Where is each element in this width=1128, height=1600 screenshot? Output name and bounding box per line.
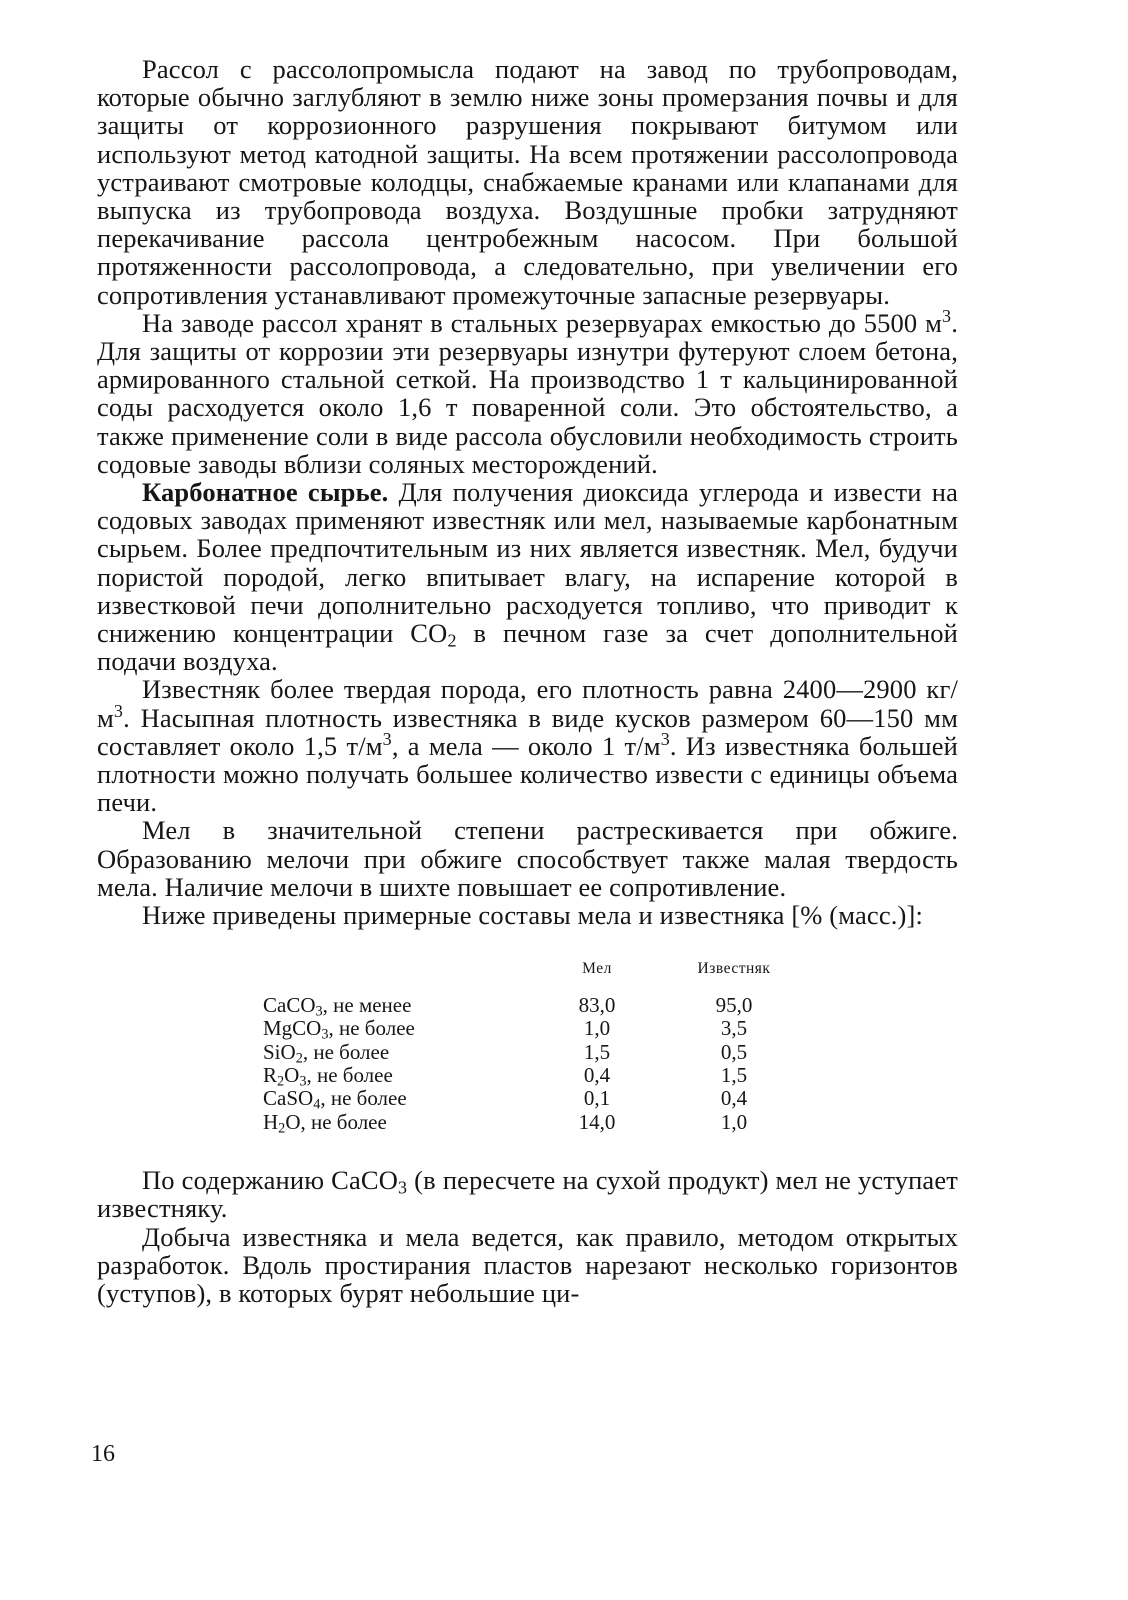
table-cell-component: CaCO$_3$, не менее [263, 992, 412, 1020]
table-row [263, 1041, 799, 1064]
paragraph-brine-storage: На заводе рассол хранят в стальных резервуарах емкостью до 5500 $м^3$. Для защиты от коррозии эти резервуары изнутри футеруют слоем бетона, армированного стальной сеткой. На производство 1 т кальцинированной соды расходуется около 1,6 т поваренной соли. Это обстоятельство, а также применение соли в виде рассола обусловили необходимость строить содовые заводы вблизи соляных месторождений. [97, 305, 958, 479]
table-row [263, 1087, 799, 1110]
table-cell-chalk: 83,0 [578, 992, 616, 1017]
table-row [263, 1017, 799, 1040]
section-heading-carbonate: Карбонатное сырье. [142, 477, 389, 508]
paragraph-table-intro: Ниже приведены примерные составы мела и известняка [% (масс.)]: [142, 900, 923, 931]
table-row [263, 994, 799, 1017]
paragraph-chalk-cracking: Мел в значительной степени растрескивается при обжиге. Образованию мелочи при обжиге способствует также малая твердость мела. Наличие мелочи в шихте повышает ее сопротивление. [97, 815, 958, 902]
table-row [263, 1064, 799, 1087]
composition-table [263, 957, 799, 1137]
table-header-limestone: Известняк [697, 960, 771, 978]
table-cell-chalk: 1,0 [583, 1016, 611, 1041]
composition-table-wrap [263, 957, 823, 1137]
table-cell-limestone: 95,0 [715, 992, 753, 1017]
table-header-chalk: Мел [582, 960, 612, 978]
table-row [263, 1111, 799, 1134]
table-cell-component: CaSO$_4$, не более [263, 1086, 407, 1113]
table-cell-limestone: 0,5 [720, 1039, 748, 1064]
paragraph-carbonate-raw: Карбонатное сырье. Для получения диоксида углерода и извести на содовых заводах применяют известняк или мел, называемые карбонатным сырьем. Более предпочтительным из них является известняк. Мел, будучи пористой породой, легко впитывает влагу, на испарение которой в известковой печи дополнительно расходуется топливо, что приводит к снижению концентрации $CO_2$ в печном газе за счет дополнительной подачи воздуха. [97, 477, 959, 677]
table-cell-chalk: 1,5 [583, 1039, 611, 1064]
paragraph-limestone-density: Известняк более твердая порода, его плотность равна 2400—2900 $кг/м^3$. Насыпная плотность известняка в виде кусков размером 60—150 мм составляет около 1,5 $т/м^3$, а мела — около 1 $т/м^3$. Из известняка большей плотности можно получать большее количество извести с единицы объема печи. [97, 674, 958, 818]
paragraph-brine-pipeline: Рассол с рассолопромысла подают на завод по трубопроводам, которые обычно заглубляют в землю ниже зоны промерзания почвы и для защиты от коррозионного разрушения покрывают битумом или используют метод катодной защиты. На всем протяжении рассолопровода устраивают смотровые колодцы, снабжаемые кранами или клапанами для выпуска из трубопровода воздуха. Воздушные пробки затрудняют перекачивание рассола центробежным насосом. При большой протяженности рассолопровода, а следовательно, при увеличении его сопротивления устанавливают промежуточные запасные резервуары. [97, 54, 958, 310]
table-cell-component: SiO$_2$, не более [263, 1039, 390, 1067]
table-cell-component: $H_2O$, не более [263, 1109, 387, 1137]
table-header-empty [263, 957, 525, 993]
table-cell-component: $R_2O_3$, не более [263, 1062, 393, 1090]
table-header-row [263, 957, 799, 993]
page-body [97, 55, 958, 1307]
table-cell-component: MgCO$_3$, не более [263, 1016, 415, 1043]
paragraph-mining: Добыча известняка и мела ведется, как правило, методом открытых разработок. Вдоль простирания пластов нарезают несколько горизонтов (уступов), в которых бурят небольшие ци- [97, 1221, 958, 1308]
table-cell-limestone: 1,0 [720, 1109, 748, 1134]
table-cell-chalk: 0,4 [583, 1062, 611, 1087]
table-cell-chalk: 14,0 [578, 1109, 616, 1134]
table-cell-limestone: 3,5 [720, 1016, 748, 1041]
table-cell-limestone: 1,5 [720, 1062, 748, 1087]
table-cell-chalk: 0,1 [583, 1086, 611, 1111]
page-number: 16 [91, 1441, 115, 1467]
paragraph-caco3-content: По содержанию CaCO$_3$ (в пересчете на сухой продукт) мел не уступает известняку. [97, 1165, 958, 1224]
table-cell-limestone: 0,4 [720, 1086, 748, 1111]
